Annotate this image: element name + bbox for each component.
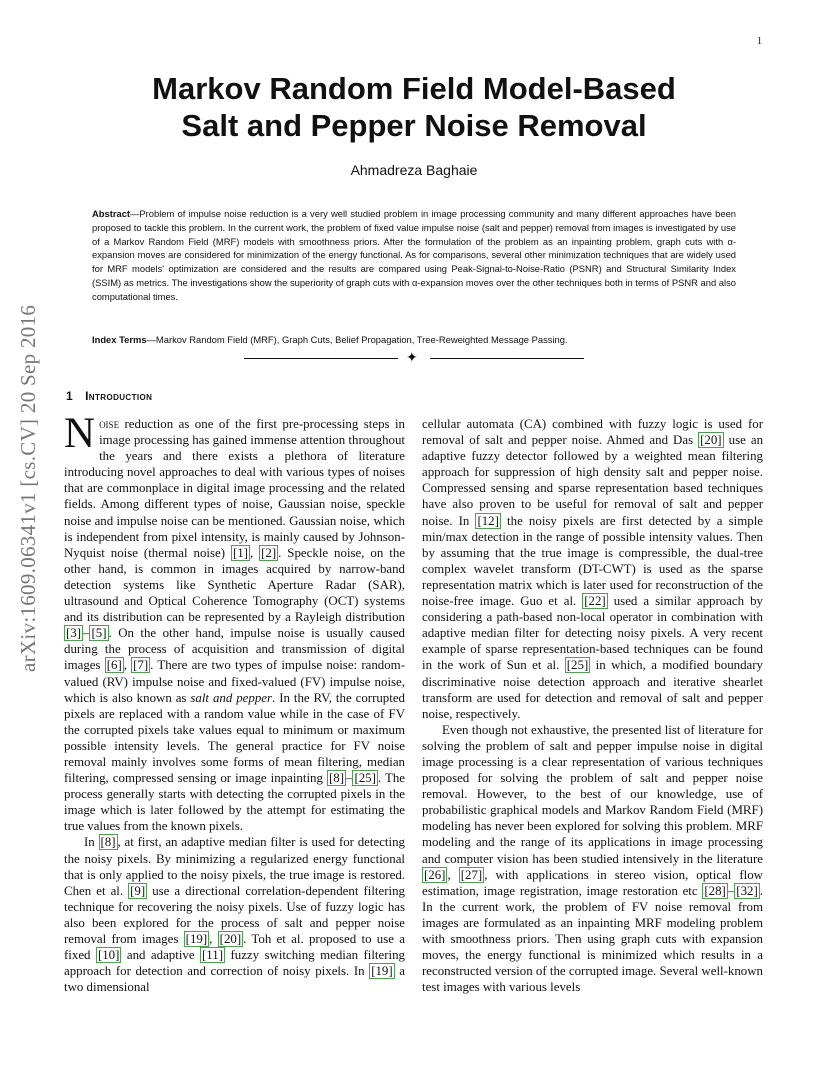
text: – bbox=[83, 626, 90, 641]
abstract-text: —Problem of impulse noise reduction is a very well studied problem in image processing community and many different approaches have been proposed to tackle this problem. In the current work, the problem of fixed value impulse noise (salt and pepper) removal from images is investigated by use of a Markov Random Field (MRF) models with smoothness priors. After the formulation of the problem as an inpainting problem, graph cuts with α-expansion moves are considered for minimization of the energy functional. As for comparisons, several other minimization techniques that are widely used for MRF models' optimization are considered and the results are compared using Peak-Signal-to-Noise-Ratio (PSNR) and Structural Similarity Index (SSIM) as metrics. The investigations show the superiority of graph cuts with α-expansion moves over the other techniques both in terms of PSNR and also computational times. bbox=[92, 208, 736, 302]
paper-title-line-1: Markov Random Field Model-Based bbox=[152, 71, 676, 106]
text: fuzzy switching median filtering approach for detection and correction of noisy pixels. In bbox=[64, 948, 405, 979]
drop-cap: N bbox=[64, 410, 96, 457]
citation-link[interactable]: [25] bbox=[566, 658, 589, 673]
abstract bbox=[92, 207, 736, 304]
citation-link[interactable]: [8] bbox=[100, 835, 116, 850]
section-heading bbox=[66, 389, 152, 403]
text: – bbox=[727, 883, 735, 898]
text: . Speckle noise, on the other hand, is common in images acquired by narrow-band detection systems like Synthetic Aperture Radar (SAR), ultrasound and Optical Coherence Tomography (OCT) systems and its distribution can be represented by a Rayleigh distribution bbox=[64, 545, 405, 625]
citation-link[interactable]: [11] bbox=[202, 948, 224, 963]
citation-link[interactable]: [3] bbox=[66, 626, 82, 641]
citation-link[interactable]: [8] bbox=[328, 771, 344, 786]
paragraph bbox=[422, 722, 763, 996]
index-terms-label: Index Terms bbox=[92, 334, 147, 345]
text: and adaptive bbox=[121, 948, 201, 963]
citation-link[interactable]: [19] bbox=[371, 964, 393, 979]
abstract-label: Abstract bbox=[92, 208, 131, 219]
paragraph bbox=[422, 416, 763, 722]
divider-rule-right bbox=[430, 358, 584, 359]
divider-star-icon: ✦ bbox=[406, 350, 418, 366]
citation-link[interactable]: [19] bbox=[185, 932, 208, 946]
title-block bbox=[100, 70, 728, 144]
section-divider bbox=[244, 352, 584, 364]
page-number: 1 bbox=[757, 36, 762, 47]
text: . The process generally starts with detecting the corrupted pixels in the image which is later followed by the attempt for estimating the true values from the known pixels. bbox=[64, 771, 405, 834]
citation-link[interactable]: [7] bbox=[133, 658, 149, 673]
text: the noisy pixels are first detected by a simple min/max detection in the range of possible intensity values. Then by assuming that the true image is compressible, the dual-tree complex wavelet transform (DT-CWT) is used as the sparse representation matrix which is later used for reconstruction of the noise-free image. Guo et al. bbox=[422, 513, 763, 609]
text: a two dimensional bbox=[64, 964, 405, 995]
text: , bbox=[249, 545, 260, 560]
citation-link[interactable]: [32] bbox=[736, 883, 758, 898]
citation-link[interactable]: [9] bbox=[130, 883, 146, 898]
text: . There are two types of impulse noise: random-valued (RV) impulse noise and fixed-valued (FV) impulse noise, which is also known as bbox=[64, 658, 405, 705]
section-number: 1 bbox=[66, 389, 74, 403]
citation-link[interactable]: [2] bbox=[261, 545, 277, 560]
text: . In the current work, the problem of FV noise removal from images are formulated as an inpainting MRF modeling problem with smoothness priors. Then using graph cuts with expansion moves, the energy functional is minimized which results in a reconstructed version of the corrupted image. Several well-known test images with various levels bbox=[422, 883, 763, 995]
paper-title-line-2: Salt and Pepper Noise Removal bbox=[181, 108, 647, 143]
author-name: Ahmadreza Baghaie bbox=[350, 162, 478, 178]
citation-link[interactable]: [27] bbox=[460, 867, 483, 882]
citation-link[interactable]: [22] bbox=[584, 594, 606, 609]
text: In bbox=[84, 835, 99, 850]
divider-rule-left bbox=[244, 358, 398, 359]
citation-link[interactable]: [25] bbox=[354, 771, 376, 786]
citation-link[interactable]: [26] bbox=[424, 867, 446, 882]
citation-link[interactable]: [28] bbox=[704, 883, 726, 898]
index-terms bbox=[92, 333, 736, 347]
citation-link[interactable]: [12] bbox=[477, 513, 499, 528]
citation-link[interactable]: [1] bbox=[232, 545, 248, 560]
paragraph bbox=[64, 410, 406, 834]
text: in which, a modified boundary discriminative noise detection approach and iterative shearlet transform are used for detection and removal of salt and pepper noise, respectively. bbox=[422, 658, 763, 721]
arxiv-identifier[interactable]: arXiv:1609.06341v1 [cs.CV] 20 Sep 2016 bbox=[16, 304, 40, 672]
text: used a similar approach by considering a path-based non-local operator in combination with adaptive median filter for detecting noisy pixels. A very recent example of sparse representation-based techniques can be found in the work of Sun et al. bbox=[422, 594, 763, 673]
citation-link[interactable]: [20] bbox=[700, 433, 722, 448]
text: . In the RV, the corrupted pixels are replaced with a random value while in the case of FV the corrupted pixels take values equal to minimum or maximum possible intensity levels. The general practice for FV noise removal mainly involves some forms of mean filtering, median filtering, compressed sensing or image inpainting bbox=[64, 690, 406, 786]
section-title: Introduction bbox=[85, 389, 153, 403]
text: , bbox=[123, 658, 132, 673]
text: . On the other hand, impulse noise is usually caused during the process of acquisition and transmission of digital images bbox=[64, 626, 405, 673]
text: use a directional correlation-dependent filtering technique for recovering the noisy pixels. Use of fuzzy logic has also been explored for the process of salt and pepper noise removal from images bbox=[64, 883, 405, 946]
text: use an adaptive fuzzy detector followed by a weighted mean filtering approach for suppression of high density salt and pepper noise. Compressed sensing and sparse representation based techniques have also proven to be useful for removal of salt and pepper noise. In bbox=[422, 433, 764, 528]
citation-link[interactable]: [5] bbox=[91, 626, 107, 641]
text: , bbox=[447, 867, 459, 882]
text: – bbox=[345, 771, 353, 786]
smallcaps-lead: oise bbox=[99, 417, 120, 431]
text: reduction as one of the first pre-processing steps in image processing has gained immense attention throughout the years and there exists a plethora of literature introducing novel approaches to deal with various types of noises that are commonplace in digital image processing and the related fields. Among different types of noise, Gaussian noise, speckle noise and impulse noise can be mentioned. Gaussian noise, which is independent from pixel intensity, is mainly caused by Johnson-Nyquist noise (thermal noise) bbox=[64, 417, 405, 560]
paragraph bbox=[64, 834, 405, 995]
right-column bbox=[422, 416, 763, 995]
citation-link[interactable]: [6] bbox=[106, 658, 122, 673]
text: , with applications in stereo vision, optical flow estimation, image registration, image restoration etc bbox=[422, 867, 763, 898]
index-terms-text: —Markov Random Field (MRF), Graph Cuts, Belief Propagation, Tree-Reweighted Message Passing. bbox=[146, 334, 568, 345]
text: . Toh et al. proposed to use a fixed bbox=[64, 932, 405, 963]
text: Even though not exhaustive, the presented list of literature for solving the problem of salt and pepper impulse noise in digital image processing is a clear representation of various techniques proposed for solving the problem of salt and pepper noise removal. However, to the best of our knowledge, use of probabilistic graphical models and Markov Random Field (MRF) modeling has never been explored for solving this problem. MRF modeling and the range of its applications in image processing and computer vision has been studied intensively in the literature bbox=[422, 722, 763, 866]
text: , bbox=[209, 932, 218, 946]
citation-link[interactable]: [20] bbox=[219, 932, 242, 946]
citation-link[interactable]: [10] bbox=[97, 948, 120, 963]
emphasis: salt and pepper bbox=[190, 690, 273, 705]
text: , at first, an adaptive median filter is used for detecting the noisy pixels. By minimizing a regularized energy functional that is only applied to the noisy pixels, the true image is restored. Chen et al. bbox=[64, 835, 405, 898]
text: cellular automata (CA) combined with fuzzy logic is used for removal of salt and pepper noise. Ahmed and Das bbox=[422, 417, 763, 448]
left-column bbox=[64, 410, 406, 995]
